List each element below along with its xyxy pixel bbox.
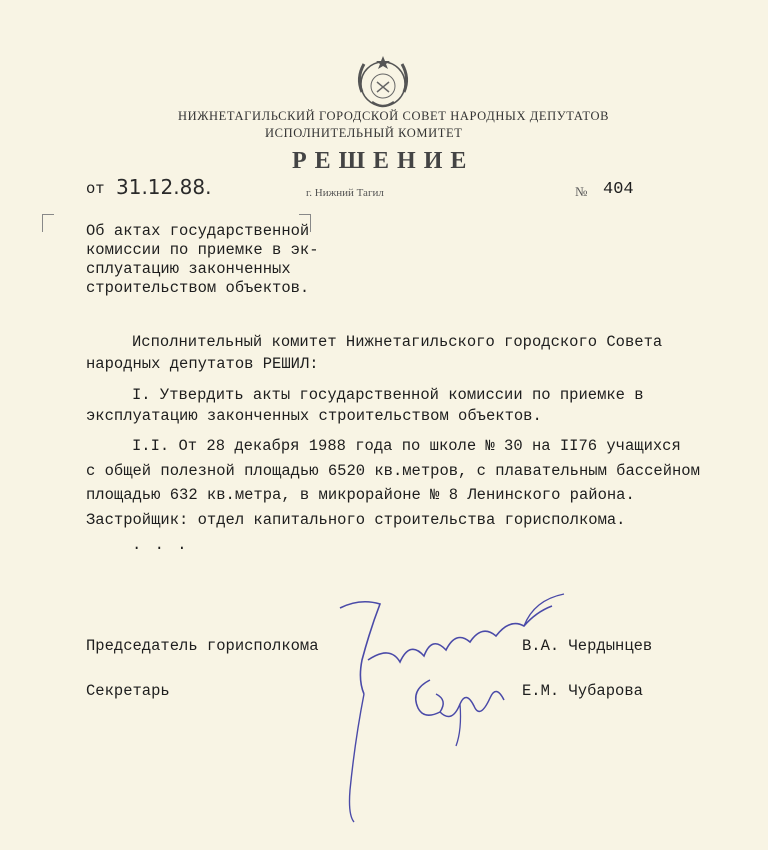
body-line: площадью 632 кв.метра, в микрорайоне № 8 Ленинского района. xyxy=(86,486,635,504)
number-sign: № xyxy=(575,184,588,199)
committee-name: ИСПОЛНИТЕЛЬНЫЙ КОМИТЕТ xyxy=(265,126,463,140)
body-line: с общей полезной площадью 6520 кв.метров, с плавательным бассейном xyxy=(86,462,700,480)
ellipsis: . . . xyxy=(132,536,189,554)
document-date: 31.12.88. xyxy=(116,175,212,199)
subject-bracket-right xyxy=(310,214,311,232)
subject-bracket-left xyxy=(42,214,43,232)
subject-line: сплуатацию законченных xyxy=(86,260,291,278)
document-number: 404 xyxy=(603,180,634,199)
subject-line: Об актах государственной xyxy=(86,222,310,240)
document-title: РЕШЕНИЕ xyxy=(292,148,475,174)
coat-of-arms-emblem xyxy=(350,52,416,116)
body-line: I.I. От 28 декабря 1988 года по школе № 30 на II76 учащихся xyxy=(132,437,681,455)
subject-bracket-right-top xyxy=(299,214,311,215)
subject-line: комиссии по приемке в эк- xyxy=(86,241,319,259)
body-line: народных депутатов РЕШИЛ: xyxy=(86,355,319,373)
subject-bracket-left-top xyxy=(42,214,54,215)
secretary-title: Секретарь xyxy=(86,682,170,700)
body-line: I. Утвердить акты государственной комиссии по приемке в xyxy=(132,386,644,404)
chair-name: В.А. Чердынцев xyxy=(522,637,653,655)
subject-line: строительством объектов. xyxy=(86,279,310,297)
council-name: НИЖНЕТАГИЛЬСКИЙ ГОРОДСКОЙ СОВЕТ НАРОДНЫХ ДЕПУТАТОВ xyxy=(178,109,610,123)
body-line: эксплуатацию законченных строительством объектов. xyxy=(86,407,542,425)
secretary-signature xyxy=(400,660,520,750)
body-line: Исполнительный комитет Нижнетагильского городского Совета xyxy=(132,333,663,351)
secretary-name: Е.М. Чубарова xyxy=(522,682,643,700)
date-prefix: от xyxy=(86,180,105,198)
body-line: Застройщик: отдел капитального строительства горисполкома. xyxy=(86,511,626,529)
chair-title: Председатель горисполкома xyxy=(86,637,319,655)
document-place: г. Нижний Тагил xyxy=(306,187,384,199)
